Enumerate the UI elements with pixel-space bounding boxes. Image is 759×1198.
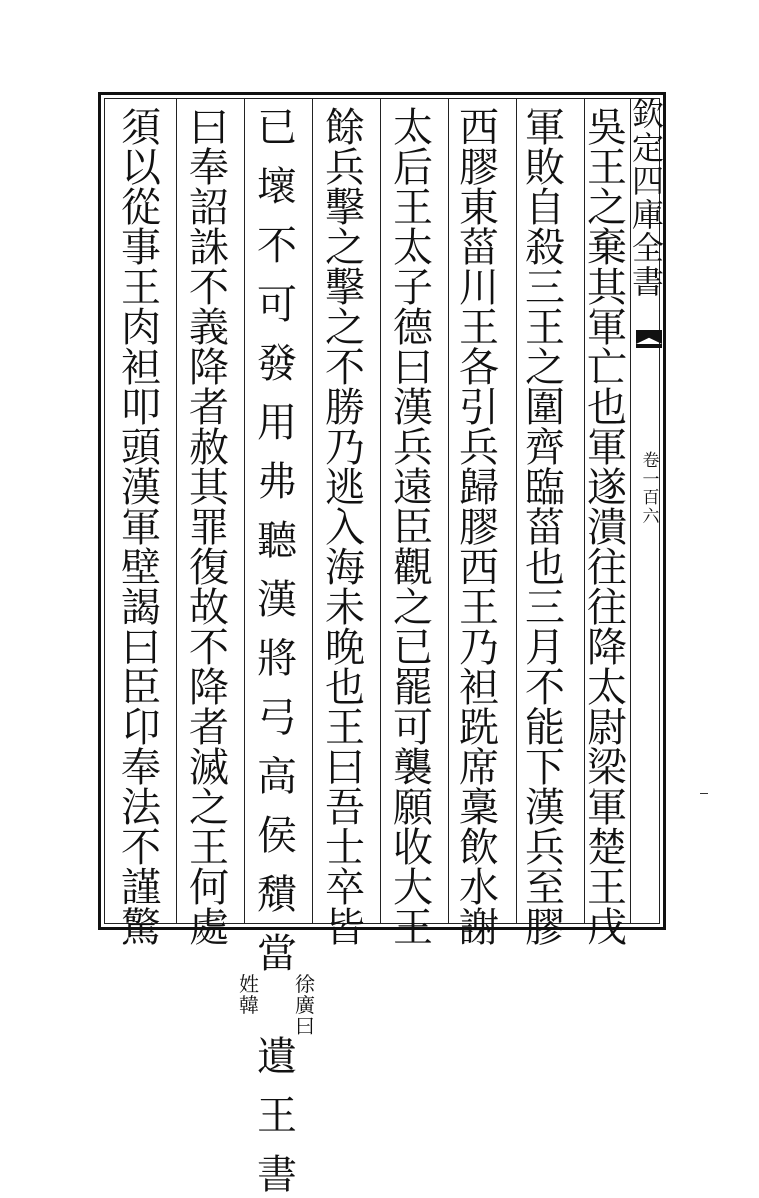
- glyph: 奉: [189, 145, 229, 191]
- text-column-4: [386, 105, 440, 951]
- glyph: 驚: [121, 905, 161, 951]
- glyph: 梁: [587, 745, 627, 791]
- glyph: 也: [525, 545, 565, 591]
- glyph: 誅: [189, 225, 229, 271]
- glyph: 降: [189, 665, 229, 711]
- glyph: 曰: [189, 105, 229, 151]
- glyph: 全: [631, 229, 664, 268]
- glyph: 殺: [525, 225, 565, 271]
- glyph: 徐: [295, 972, 315, 996]
- glyph: 潰: [587, 505, 627, 551]
- glyph: 發: [257, 341, 297, 387]
- glyph: 敗: [525, 145, 565, 191]
- edge-tick: [700, 793, 708, 794]
- glyph: 引: [459, 385, 499, 431]
- glyph: 卒: [325, 865, 365, 911]
- glyph: 奉: [121, 745, 161, 791]
- text-column-2: [518, 105, 572, 951]
- glyph: 不: [257, 223, 297, 269]
- glyph: 詔: [189, 185, 229, 231]
- glyph: 大: [393, 865, 433, 911]
- glyph: 不: [325, 345, 365, 391]
- glyph: 觀: [393, 545, 433, 591]
- glyph: 卬: [121, 705, 161, 751]
- glyph: 不: [525, 665, 565, 711]
- glyph: 膠: [459, 145, 499, 191]
- text-column-3: [452, 105, 506, 951]
- glyph: 庫: [631, 195, 664, 234]
- glyph: 擊: [325, 265, 365, 311]
- glyph: 曰: [393, 345, 433, 391]
- glyph: 廣: [295, 993, 315, 1017]
- glyph: 襲: [393, 745, 433, 791]
- glyph: 其: [189, 465, 229, 511]
- annotation-right-line: [278, 974, 332, 1037]
- glyph: 須: [121, 105, 161, 151]
- glyph: 兵: [459, 425, 499, 471]
- glyph: 月: [525, 625, 565, 671]
- glyph: 法: [121, 785, 161, 831]
- glyph: 乃: [325, 425, 365, 471]
- glyph: 王: [459, 585, 499, 631]
- glyph: 兵: [325, 145, 365, 191]
- glyph: 水: [459, 865, 499, 911]
- glyph: 書: [631, 262, 664, 301]
- glyph: 之: [525, 345, 565, 391]
- glyph: 頭: [121, 425, 161, 471]
- glyph: 吾: [325, 785, 365, 831]
- glyph: 者: [189, 385, 229, 431]
- glyph: 者: [189, 705, 229, 751]
- glyph: 故: [189, 585, 229, 631]
- glyph: 之: [189, 785, 229, 831]
- glyph: 逃: [325, 465, 365, 511]
- glyph: 軍: [587, 305, 627, 351]
- glyph: 川: [459, 265, 499, 311]
- glyph: 卷: [642, 451, 660, 471]
- glyph: 弗: [257, 459, 297, 505]
- glyph: 跣: [459, 705, 499, 751]
- glyph: 往: [587, 585, 627, 631]
- inline-annotation: [222, 974, 332, 1037]
- glyph: 其: [587, 265, 627, 311]
- glyph: 亡: [587, 345, 627, 391]
- glyph: 將: [257, 636, 297, 682]
- glyph: 王: [393, 185, 433, 231]
- text-column-7: [182, 105, 236, 951]
- glyph: 姓: [239, 972, 259, 996]
- glyph: 罷: [393, 665, 433, 711]
- glyph: 曰: [295, 1014, 315, 1038]
- column-rule: [244, 98, 245, 924]
- glyph: 軍: [587, 425, 627, 471]
- glyph: 臨: [525, 465, 565, 511]
- glyph: 韓: [239, 993, 259, 1017]
- glyph: 后: [393, 145, 433, 191]
- glyph: 百: [642, 488, 660, 509]
- glyph: 何: [189, 865, 229, 911]
- text-column-1: [580, 105, 634, 951]
- glyph: 王: [257, 1093, 297, 1139]
- glyph: 軍: [587, 785, 627, 831]
- glyph: 謹: [121, 865, 161, 911]
- column-rule: [448, 98, 449, 924]
- glyph: 王: [587, 865, 627, 911]
- glyph: 謝: [459, 905, 499, 951]
- glyph: 至: [525, 865, 565, 911]
- glyph: 欽: [631, 95, 664, 133]
- glyph: 菑: [525, 505, 565, 551]
- glyph: 六: [642, 507, 660, 528]
- glyph: 收: [393, 825, 433, 871]
- glyph: 書: [257, 1152, 297, 1198]
- glyph: 晚: [325, 625, 365, 671]
- glyph: 入: [325, 505, 365, 551]
- glyph: 東: [459, 185, 499, 231]
- glyph: 兵: [393, 425, 433, 471]
- glyph: 王: [393, 905, 433, 951]
- text-column-5: [318, 105, 372, 951]
- glyph: 不: [189, 265, 229, 311]
- glyph: 齊: [525, 425, 565, 471]
- glyph: 遺: [257, 1034, 297, 1080]
- glyph: 飲: [459, 825, 499, 871]
- glyph: 聽: [257, 518, 297, 564]
- glyph: 弓: [257, 695, 297, 741]
- glyph: 願: [393, 785, 433, 831]
- glyph: 臣: [393, 505, 433, 551]
- glyph: 也: [325, 665, 365, 711]
- glyph: 降: [189, 345, 229, 391]
- text-column-6: [239, 105, 315, 1198]
- glyph: 當: [257, 931, 297, 977]
- glyph: 下: [525, 745, 565, 791]
- glyph: 用: [257, 400, 297, 446]
- glyph: 吳: [587, 105, 627, 151]
- glyph: 子: [393, 265, 433, 311]
- column-rule: [176, 98, 177, 924]
- glyph: 袒: [459, 665, 499, 711]
- column-6-tail-text: [250, 1034, 304, 1198]
- juan-number-vertical: [638, 452, 664, 527]
- glyph: 以: [121, 145, 161, 191]
- glyph: 滅: [189, 745, 229, 791]
- glyph: 王: [525, 305, 565, 351]
- glyph: 膠: [525, 905, 565, 951]
- glyph: 謁: [121, 585, 161, 631]
- glyph: 不: [189, 625, 229, 671]
- glyph: 皆: [325, 905, 365, 951]
- glyph: 赦: [189, 425, 229, 471]
- glyph: 西: [459, 545, 499, 591]
- glyph: 楚: [587, 825, 627, 871]
- glyph: 軍: [525, 105, 565, 151]
- glyph: 可: [393, 705, 433, 751]
- glyph: 壞: [257, 164, 297, 210]
- glyph: 西: [459, 105, 499, 151]
- glyph: 自: [525, 185, 565, 231]
- text-column-8: [114, 105, 168, 951]
- glyph: 王: [459, 305, 499, 351]
- glyph: 圍: [525, 385, 565, 431]
- glyph: 之: [325, 305, 365, 351]
- glyph: 肉: [121, 305, 161, 351]
- glyph: 漢: [257, 577, 297, 623]
- glyph: 袒: [121, 345, 161, 391]
- glyph: 席: [459, 745, 499, 791]
- glyph: 四: [631, 162, 664, 201]
- glyph: 降: [587, 625, 627, 671]
- glyph: 之: [325, 225, 365, 271]
- glyph: 尉: [587, 705, 627, 751]
- glyph: 曰: [121, 625, 161, 671]
- annotation-left-line: [222, 974, 276, 1037]
- glyph: 壁: [121, 545, 161, 591]
- column-6-main-text: [250, 105, 304, 977]
- glyph: 王: [189, 825, 229, 871]
- glyph: 乃: [459, 625, 499, 671]
- glyph: 太: [393, 105, 433, 151]
- glyph: 勝: [325, 385, 365, 431]
- glyph: 穨: [257, 872, 297, 918]
- glyph: 臣: [121, 665, 161, 711]
- glyph: 漢: [525, 785, 565, 831]
- glyph: 也: [587, 385, 627, 431]
- glyph: 餘: [325, 105, 365, 151]
- glyph: 擊: [325, 185, 365, 231]
- glyph: 漢: [121, 465, 161, 511]
- glyph: 罪: [189, 505, 229, 551]
- fishtail-bar: [636, 344, 662, 348]
- glyph: 棄: [587, 225, 627, 271]
- column-rule: [516, 98, 517, 924]
- glyph: 太: [393, 225, 433, 271]
- glyph: 遂: [587, 465, 627, 511]
- glyph: 各: [459, 345, 499, 391]
- glyph: 未: [325, 585, 365, 631]
- glyph: 復: [189, 545, 229, 591]
- glyph: 義: [189, 305, 229, 351]
- glyph: 軍: [121, 505, 161, 551]
- glyph: 三: [525, 265, 565, 311]
- glyph: 膠: [459, 505, 499, 551]
- glyph: 德: [393, 305, 433, 351]
- glyph: 一: [642, 469, 660, 490]
- glyph: 從: [121, 185, 161, 231]
- glyph: 王: [587, 145, 627, 191]
- glyph: 不: [121, 825, 161, 871]
- glyph: 叩: [121, 385, 161, 431]
- glyph: 歸: [459, 465, 499, 511]
- glyph: 太: [587, 665, 627, 711]
- glyph: 定: [631, 128, 664, 167]
- glyph: 可: [257, 282, 297, 328]
- glyph: 王: [121, 265, 161, 311]
- glyph: 之: [393, 585, 433, 631]
- glyph: 侯: [257, 813, 297, 859]
- glyph: 戊: [587, 905, 627, 951]
- glyph: 稾: [459, 785, 499, 831]
- glyph: 漢: [393, 385, 433, 431]
- glyph: 海: [325, 545, 365, 591]
- glyph: 能: [525, 705, 565, 751]
- glyph: 已: [257, 105, 297, 151]
- glyph: 三: [525, 585, 565, 631]
- glyph: 高: [257, 754, 297, 800]
- glyph: 往: [587, 545, 627, 591]
- glyph: 處: [189, 905, 229, 951]
- glyph: 菑: [459, 225, 499, 271]
- column-rule: [312, 98, 313, 924]
- glyph: 遠: [393, 465, 433, 511]
- glyph: 兵: [525, 825, 565, 871]
- glyph: 事: [121, 225, 161, 271]
- glyph: 已: [393, 625, 433, 671]
- glyph: 士: [325, 825, 365, 871]
- glyph: 之: [587, 185, 627, 231]
- glyph: 曰: [325, 745, 365, 791]
- column-rule: [380, 98, 381, 924]
- glyph: 王: [325, 705, 365, 751]
- book-title-vertical: [631, 95, 664, 301]
